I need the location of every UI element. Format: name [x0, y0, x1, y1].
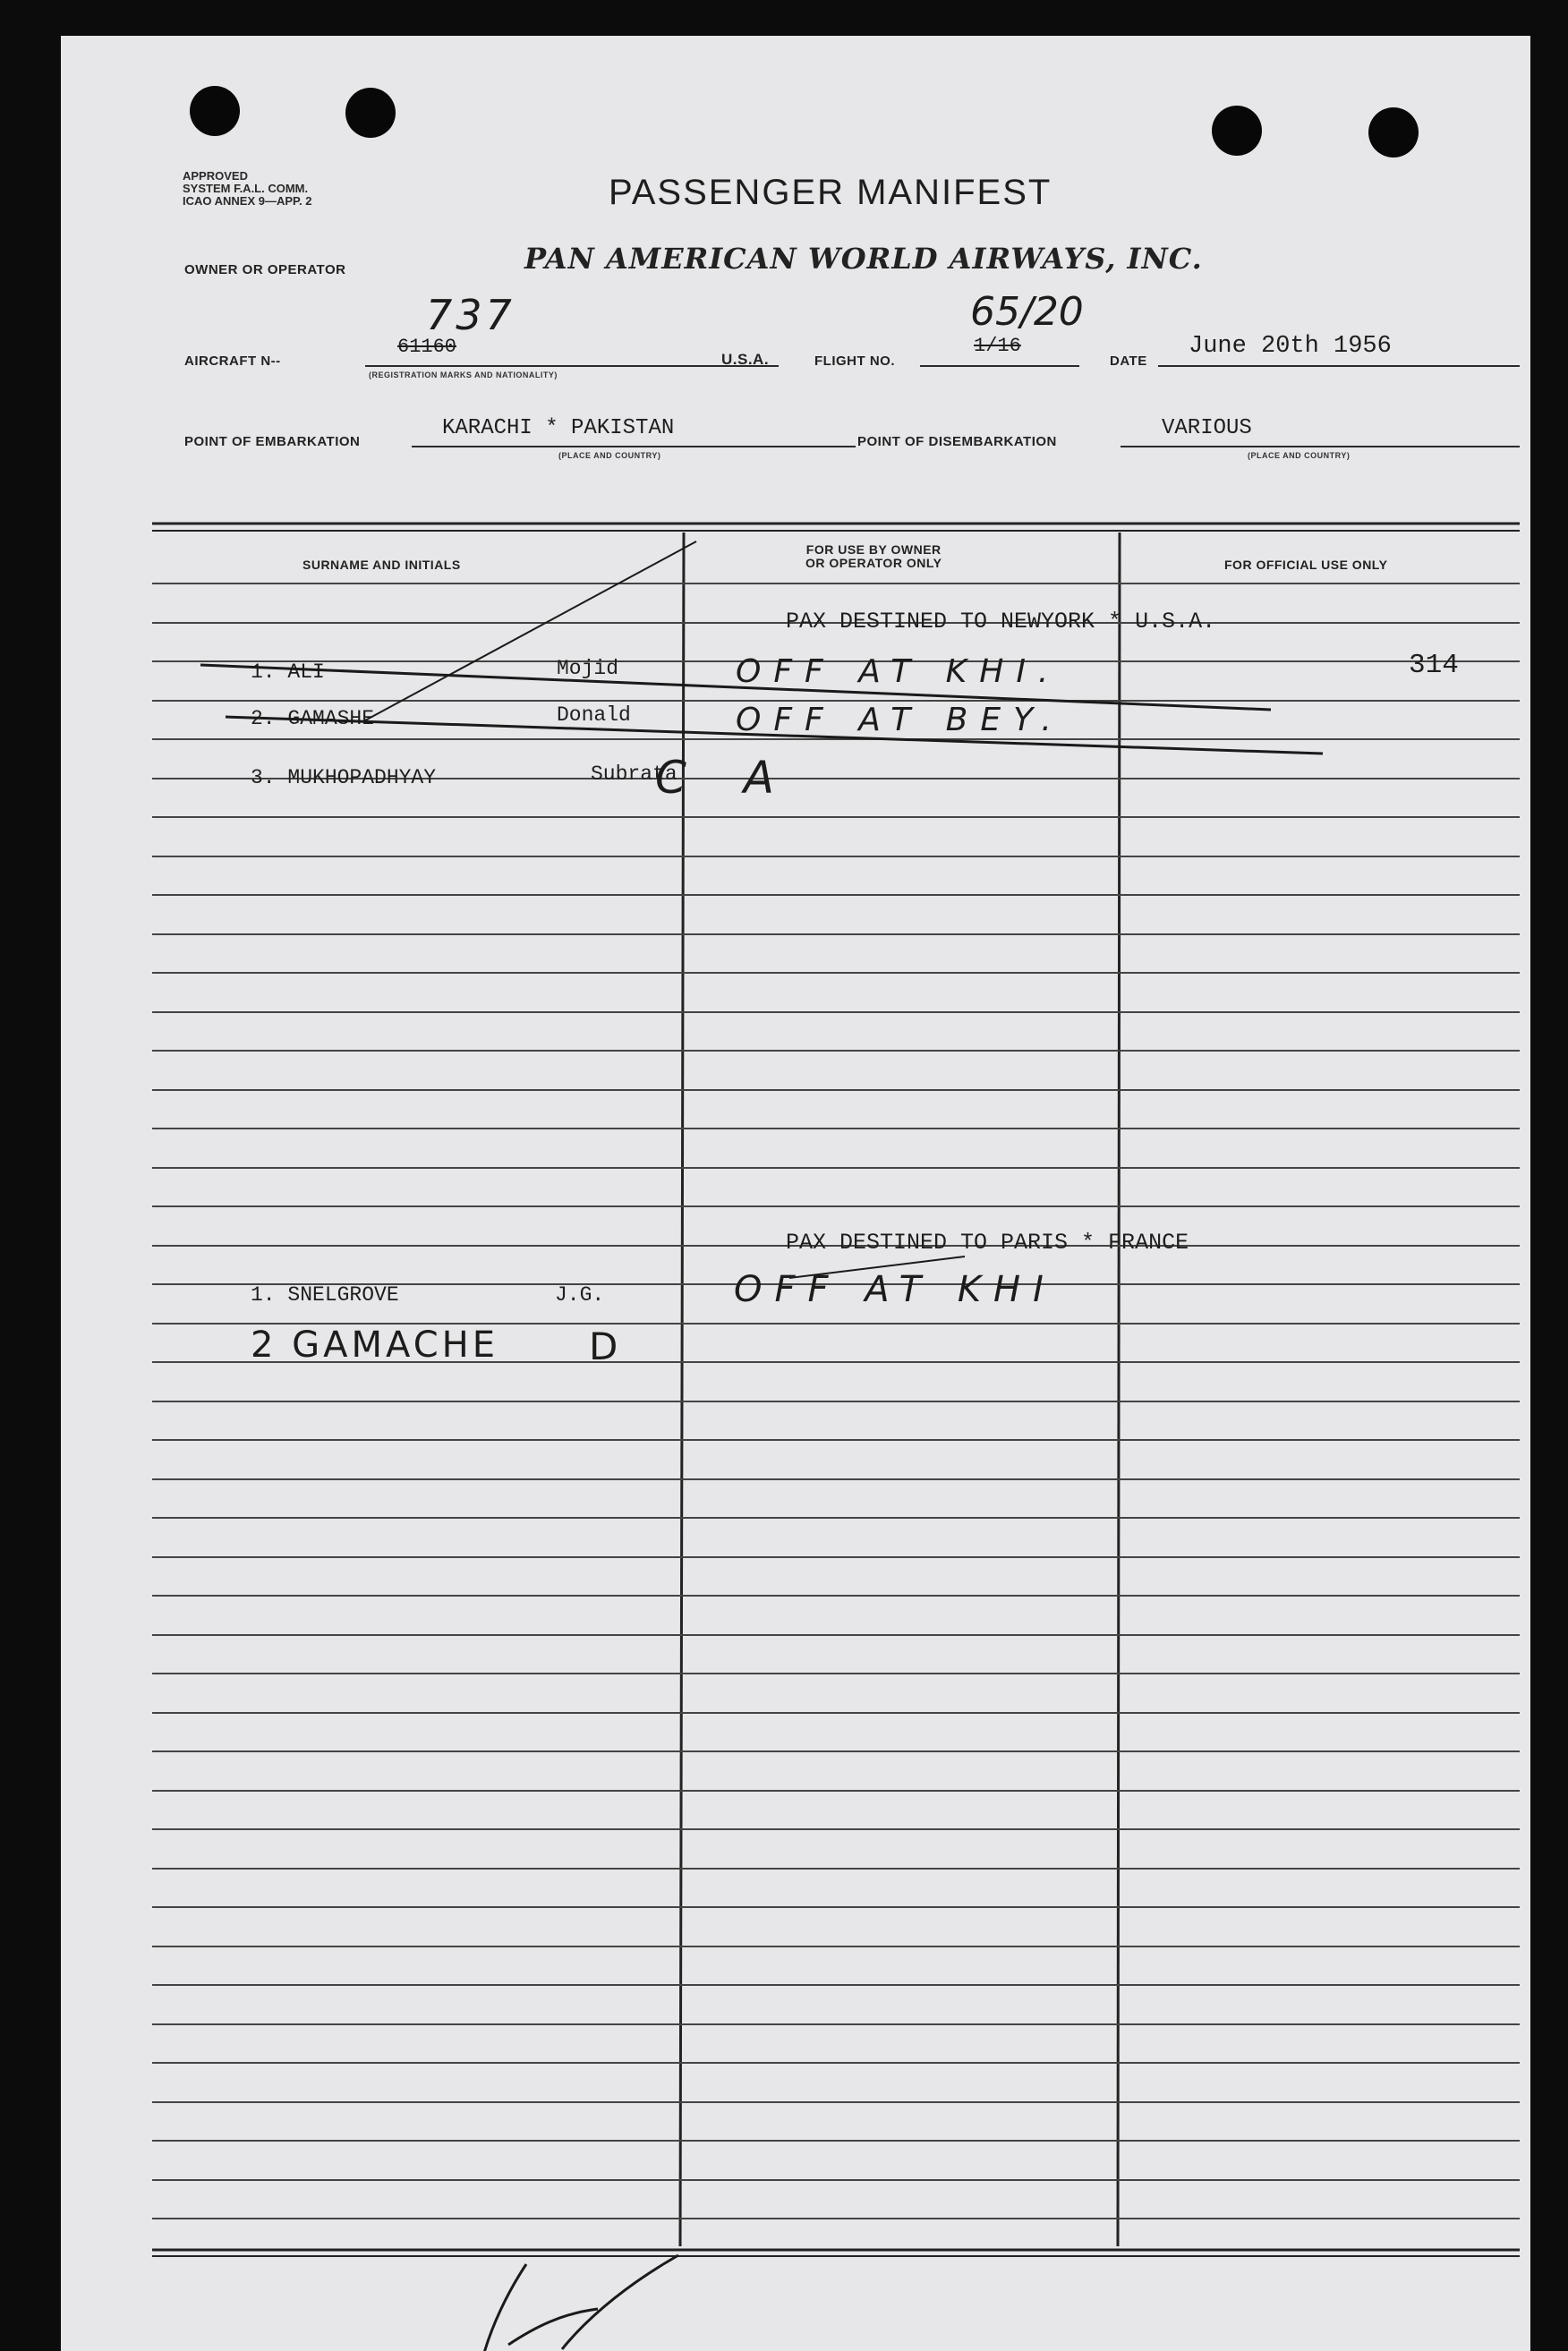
disembarkation-label: POINT OF DISEMBARKATION	[857, 434, 1057, 449]
aircraft-label: AIRCRAFT N--	[184, 354, 281, 369]
flight-struck-value: 1/16	[974, 335, 1021, 357]
flight-handwritten-value: 65/20	[970, 289, 1084, 335]
row-surname: 1. SNELGROVE	[251, 1283, 399, 1307]
disembarkation-value: VARIOUS	[1162, 416, 1252, 440]
group2-heading: PAX DESTINED TO PARIS * FRANCE	[786, 1230, 1189, 1256]
row-surname: 1. ALI	[251, 660, 325, 684]
row-given-name: Subrata	[591, 762, 677, 786]
group1-heading: PAX DESTINED TO NEWYORK * U.S.A.	[786, 609, 1216, 635]
row-surname: 2. GAMASHE	[251, 707, 375, 730]
row-given-name: Mojid	[557, 657, 619, 680]
row-remark: C A	[655, 752, 797, 804]
row-surname: 3. MUKHOPADHYAY	[251, 766, 437, 789]
owner-use-column-header: FOR USE BY OWNER OR OPERATOR ONLY	[805, 542, 942, 570]
row-remark: OFF AT KHI.	[736, 653, 1061, 690]
official-use-column-header: FOR OFFICIAL USE ONLY	[1224, 558, 1388, 572]
row-remark: OFF AT KHI	[734, 1269, 1056, 1310]
embarkation-label: POINT OF EMBARKATION	[184, 434, 361, 449]
row-remark: OFF AT BEY.	[736, 702, 1064, 738]
owner-label: OWNER OR OPERATOR	[184, 262, 346, 277]
date-label: DATE	[1110, 354, 1147, 369]
registration-caption: (REGISTRATION MARKS AND NATIONALITY)	[369, 371, 558, 379]
signature-scribble	[61, 36, 1530, 2351]
row-given-name: J.G.	[555, 1283, 605, 1307]
manifest-sheet	[61, 36, 1530, 2351]
embarkation-value: KARACHI * PAKISTAN	[442, 416, 675, 440]
flight-label: FLIGHT NO.	[814, 354, 895, 369]
approved-note: APPROVED SYSTEM F.A.L. COMM. ICAO ANNEX 9—APP. 2	[183, 169, 312, 208]
row-given-name: Donald	[557, 703, 631, 727]
surname-column-header: SURNAME AND INITIALS	[303, 558, 461, 572]
date-value: June 20th 1956	[1189, 333, 1392, 360]
usa-label: U.S.A.	[721, 351, 770, 368]
owner-value: PAN AMERICAN WORLD AIRWAYS, INC.	[524, 242, 1203, 276]
row-given-name: D	[589, 1325, 618, 1368]
row-surname: 2 GAMACHE	[251, 1325, 499, 1366]
aircraft-struck-value: 61160	[397, 336, 457, 358]
aircraft-handwritten-value: 737	[426, 291, 516, 339]
embarkation-caption: (PLACE AND COUNTRY)	[558, 451, 661, 460]
disembarkation-caption: (PLACE AND COUNTRY)	[1248, 451, 1351, 460]
page-title: PASSENGER MANIFEST	[609, 173, 1052, 212]
row-official: 314	[1409, 650, 1459, 681]
